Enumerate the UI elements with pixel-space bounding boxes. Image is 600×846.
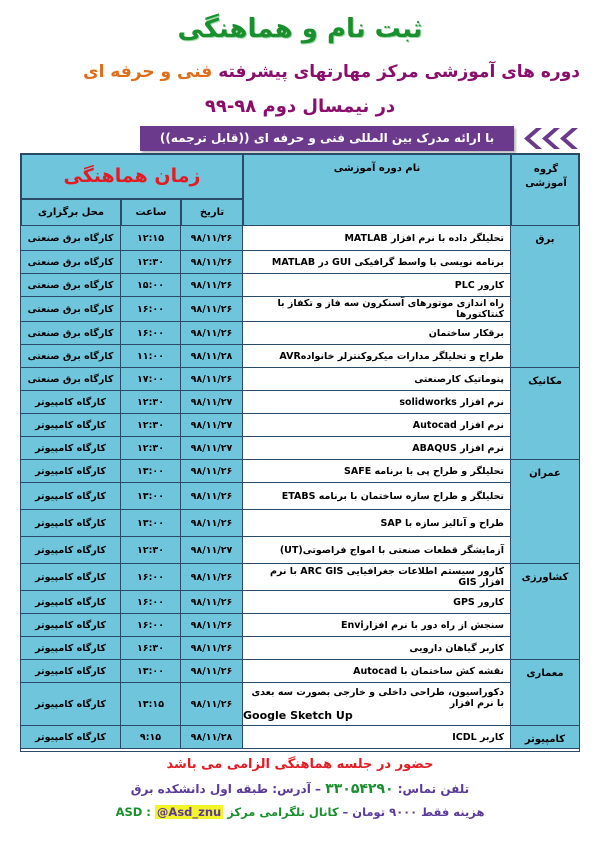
time-cell-text: ۱۳:۰۰ — [137, 517, 164, 529]
date-cell — [181, 226, 243, 251]
date-cell — [181, 368, 243, 391]
place-cell-text: کارگاه برق صنعتی — [27, 232, 114, 244]
course-name: طراح و تحلیلگر مدارات میکروکنترلر خانوادهAVR — [279, 350, 504, 362]
date-cell — [181, 274, 243, 297]
date-cell — [181, 683, 243, 726]
date-cell — [181, 483, 243, 510]
date-cell — [181, 437, 243, 460]
table-row — [21, 274, 579, 297]
place-cell — [21, 414, 121, 437]
place-cell — [21, 226, 121, 251]
place-cell — [21, 345, 121, 368]
date-cell — [181, 564, 243, 591]
date-cell — [181, 391, 243, 414]
group-cell — [511, 660, 579, 726]
date-cell — [181, 660, 243, 683]
time-cell-text: ۱۳:۰۰ — [137, 465, 164, 477]
course-name: کارور GPS — [453, 596, 504, 608]
place-cell — [21, 564, 121, 591]
course-name: تحلیلگر و طراح سازه ساختمان با برنامه ETABS — [281, 490, 504, 502]
time-cell-text: ۱۳:۰۰ — [137, 665, 164, 677]
course-cell — [243, 460, 511, 483]
place-cell-text: کارگاه برق صنعتی — [27, 303, 114, 315]
place-cell — [21, 297, 121, 322]
course-cell — [243, 226, 511, 251]
course-name: برنامه نویسی با واسط گرافیکی GUI در MATLAB — [271, 256, 504, 268]
telegram-channel-label: کانال تلگرامی مرکز ASD : — [115, 805, 339, 819]
fee-text: هزینه فقط ۹۰۰۰ تومان – — [342, 805, 485, 819]
place-cell — [21, 591, 121, 614]
course-name: کاربر گیاهان دارویی — [409, 642, 504, 654]
course-cell — [243, 483, 511, 510]
place-cell — [21, 483, 121, 510]
subtitle-highlight: فنی و حرفه ای — [82, 62, 213, 82]
time-cell — [121, 226, 181, 251]
place-cell — [21, 660, 121, 683]
place-cell — [21, 726, 121, 749]
schedule-title-cell — [21, 154, 243, 199]
time-cell-text: ۱۶:۰۰ — [137, 596, 164, 608]
place-cell — [21, 510, 121, 537]
date-cell — [181, 591, 243, 614]
place-cell — [21, 274, 121, 297]
date-cell-text: ۹۸/۱۱/۲۷ — [190, 419, 233, 431]
date-cell-text: ۹۸/۱۱/۲۶ — [190, 698, 233, 710]
course-cell — [243, 614, 511, 637]
course-cell — [243, 322, 511, 345]
date-cell-text: ۹۸/۱۱/۲۶ — [190, 256, 233, 268]
time-cell — [121, 614, 181, 637]
date-cell-text: ۹۸/۱۱/۲۶ — [190, 571, 233, 583]
time-cell — [121, 322, 181, 345]
course-name: کارور PLC — [454, 279, 504, 291]
course-name: سنجش از راه دور با نرم افزارEnvi — [340, 619, 504, 631]
course-name: راه اندازی موتورهای آسنکرون سه فاز و تکفاز با کنتاکتورها — [277, 298, 504, 320]
date-cell-text: ۹۸/۱۱/۲۷ — [190, 396, 233, 408]
course-name: تحلیلگر و طراح پی با برنامه SAFE — [344, 465, 504, 477]
time-cell — [121, 391, 181, 414]
time-cell-text: ۱۶:۰۰ — [137, 327, 164, 339]
table-row — [21, 660, 579, 683]
course-cell — [243, 683, 511, 726]
time-cell-text: ۱۲:۳۰ — [137, 544, 164, 556]
course-cell — [243, 368, 511, 391]
place-cell — [21, 637, 121, 660]
time-cell-text: ۹:۱۵ — [139, 731, 162, 743]
schedule-table — [20, 153, 580, 752]
course-cell — [243, 437, 511, 460]
date-cell-text: ۹۸/۱۱/۲۶ — [190, 303, 233, 315]
course-cell — [243, 297, 511, 322]
contact-line — [0, 781, 600, 797]
date-cell-text: ۹۸/۱۱/۲۶ — [190, 619, 233, 631]
place-cell — [21, 437, 121, 460]
course-name: کاربر ICDL — [452, 731, 504, 743]
table-row — [21, 297, 579, 322]
attendance-note: حضور در جلسه هماهنگی الزامی می باشد — [166, 757, 434, 772]
place-cell-text: کارگاه کامپیوتر — [35, 419, 106, 431]
course-cell — [243, 660, 511, 683]
table-row — [21, 537, 579, 564]
group-cell — [511, 368, 579, 460]
time-cell-text: ۱۲:۳۰ — [137, 256, 164, 268]
place-cell-text: کارگاه برق صنعتی — [27, 350, 114, 362]
place-cell-text: کارگاه کامپیوتر — [35, 698, 106, 710]
time-cell — [121, 345, 181, 368]
date-cell-text: ۹۸/۱۱/۲۶ — [190, 665, 233, 677]
course-name: برقکار ساختمان — [428, 327, 504, 339]
course-name: کارور سیستم اطلاعات جغرافیایی ARC GIS با نرم افزار GIS — [270, 566, 504, 588]
course-cell — [243, 414, 511, 437]
time-cell — [121, 251, 181, 274]
time-cell — [121, 564, 181, 591]
certificate-banner: با ارائه مدرک بین المللی فنی و حرفه ای ((قابل ترجمه)) — [140, 126, 514, 151]
date-cell — [181, 297, 243, 322]
place-cell — [21, 614, 121, 637]
date-cell-text: ۹۸/۱۱/۲۷ — [190, 442, 233, 454]
course-cell — [243, 391, 511, 414]
place-cell-text: کارگاه برق صنعتی — [27, 256, 114, 268]
course-name: نرم افزار solidworks — [399, 396, 504, 408]
col-course-header — [243, 154, 511, 226]
table-row — [21, 322, 579, 345]
date-cell-text: ۹۸/۱۱/۲۶ — [190, 279, 233, 291]
course-name: تحلیلگر داده با نرم افزار MATLAB — [344, 232, 504, 244]
time-cell-text: ۱۷:۰۰ — [137, 373, 164, 385]
group-cell — [511, 226, 579, 368]
course-cell — [243, 537, 511, 564]
time-cell — [121, 537, 181, 564]
course-cell — [243, 251, 511, 274]
date-cell — [181, 726, 243, 749]
course-name: آزمایشگر قطعات صنعتی با امواج فراصوتی(UT) — [279, 544, 504, 556]
time-cell-text: ۱۵:۰۰ — [137, 279, 164, 291]
course-cell — [243, 591, 511, 614]
time-cell — [121, 460, 181, 483]
time-cell — [121, 637, 181, 660]
date-cell — [181, 614, 243, 637]
col-date-header — [181, 199, 243, 226]
table-row — [21, 683, 579, 726]
table-row — [21, 391, 579, 414]
col-date-label: تاریخ — [199, 207, 225, 218]
date-cell-text: ۹۸/۱۱/۲۶ — [190, 327, 233, 339]
date-cell-text: ۹۸/۱۱/۲۶ — [190, 465, 233, 477]
time-cell — [121, 660, 181, 683]
table-row — [21, 483, 579, 510]
subtitle-main: دوره های آموزشی مرکز مهارتهای پیشرفته — [218, 62, 580, 82]
date-cell — [181, 637, 243, 660]
table-row — [21, 414, 579, 437]
date-cell — [181, 345, 243, 368]
place-cell-text: کارگاه برق صنعتی — [27, 373, 114, 385]
table-row — [21, 510, 579, 537]
time-cell — [121, 683, 181, 726]
place-cell-text: کارگاه کامپیوتر — [35, 465, 106, 477]
table-row — [21, 614, 579, 637]
course-name: نرم افزار Autocad — [412, 419, 504, 431]
place-cell-text: کارگاه کامپیوتر — [35, 619, 106, 631]
group-cell — [511, 726, 579, 749]
time-cell-text: ۱۶:۳۰ — [137, 642, 164, 654]
place-cell — [21, 391, 121, 414]
contact-label: تلفن تماس: — [397, 782, 470, 796]
course-cell — [243, 564, 511, 591]
telegram-handle-link[interactable]: @Asd_znu — [156, 805, 222, 819]
time-cell-text: ۱۲:۳۰ — [137, 442, 164, 454]
semester-line: در نیمسال دوم ۹۸-۹۹ — [204, 96, 396, 117]
place-cell — [21, 322, 121, 345]
course-cell — [243, 274, 511, 297]
place-cell-text: کارگاه کامپیوتر — [35, 396, 106, 408]
course-cell — [243, 345, 511, 368]
date-cell — [181, 537, 243, 564]
date-cell — [181, 414, 243, 437]
place-cell-text: کارگاه کامپیوتر — [35, 490, 106, 502]
col-place-header — [21, 199, 121, 226]
time-cell-text: ۱۲:۱۵ — [137, 232, 164, 244]
time-cell — [121, 483, 181, 510]
page-title: ثبت نام و هماهنگی — [177, 14, 423, 44]
place-cell — [21, 537, 121, 564]
col-group-header — [511, 154, 579, 226]
time-cell-text: ۱۲:۳۰ — [137, 396, 164, 408]
course-name-line2: Google Sketch Up — [243, 708, 353, 722]
time-cell-text: ۱۳:۱۵ — [137, 698, 164, 710]
group-label: کشاورزی — [521, 572, 569, 583]
time-cell — [121, 591, 181, 614]
table-row — [21, 345, 579, 368]
date-cell-text: ۹۸/۱۱/۲۶ — [190, 490, 233, 502]
place-cell-text: کارگاه کامپیوتر — [35, 596, 106, 608]
place-cell-text: کارگاه کامپیوتر — [35, 442, 106, 454]
course-name: طراح و آنالیز سازه با SAP — [380, 517, 504, 529]
place-cell-text: کارگاه کامپیوتر — [35, 517, 106, 529]
table-row — [21, 564, 579, 591]
time-cell-text: ۱۶:۰۰ — [137, 303, 164, 315]
time-cell-text: ۱۱:۰۰ — [137, 350, 164, 362]
course-name: پنوماتیک کارصنعتی — [414, 373, 504, 385]
group-cell — [511, 564, 579, 660]
place-cell — [21, 368, 121, 391]
course-name: نرم افزار ABAQUS — [412, 442, 504, 454]
time-cell-text: ۱۶:۰۰ — [137, 571, 164, 583]
course-cell — [243, 726, 511, 749]
chevron-arrows-icon — [516, 126, 586, 151]
group-label: برق — [535, 234, 555, 245]
place-cell — [21, 683, 121, 726]
place-cell-text: کارگاه برق صنعتی — [27, 279, 114, 291]
date-cell — [181, 251, 243, 274]
fee-line — [0, 805, 600, 819]
date-cell-text: ۹۸/۱۱/۲۷ — [190, 544, 233, 556]
time-cell — [121, 274, 181, 297]
date-cell — [181, 510, 243, 537]
place-cell — [21, 460, 121, 483]
table-row — [21, 437, 579, 460]
group-label: معماری — [526, 668, 564, 679]
course-cell — [243, 637, 511, 660]
place-cell-text: کارگاه کامپیوتر — [35, 731, 106, 743]
table-row — [21, 368, 579, 391]
col-time-label: ساعت — [135, 207, 167, 218]
time-cell — [121, 368, 181, 391]
date-cell — [181, 460, 243, 483]
date-cell-text: ۹۸/۱۱/۲۶ — [190, 642, 233, 654]
table-row — [21, 637, 579, 660]
date-cell-text: ۹۸/۱۱/۲۶ — [190, 232, 233, 244]
time-cell — [121, 510, 181, 537]
place-cell-text: کارگاه کامپیوتر — [35, 571, 106, 583]
course-name: نقشه کش ساختمان با Autocad — [353, 665, 504, 677]
course-cell — [243, 510, 511, 537]
date-cell-text: ۹۸/۱۱/۲۶ — [190, 596, 233, 608]
courses-subtitle — [20, 62, 580, 82]
place-cell-text: کارگاه برق صنعتی — [27, 327, 114, 339]
table-row — [21, 591, 579, 614]
time-cell — [121, 726, 181, 749]
table-row — [21, 226, 579, 251]
group-cell — [511, 460, 579, 564]
schedule-title: زمان هماهنگی — [63, 165, 201, 187]
time-cell — [121, 437, 181, 460]
table-row — [21, 460, 579, 483]
time-cell-text: ۱۲:۳۰ — [137, 419, 164, 431]
group-label: کامپیوتر — [524, 734, 566, 745]
group-label: عمران — [529, 468, 561, 479]
time-cell-text: ۱۶:۰۰ — [137, 619, 164, 631]
date-cell — [181, 322, 243, 345]
place-cell-text: کارگاه کامپیوتر — [35, 665, 106, 677]
date-cell-text: ۹۸/۱۱/۲۶ — [190, 517, 233, 529]
table-row — [21, 251, 579, 274]
place-cell — [21, 251, 121, 274]
time-cell — [121, 297, 181, 322]
place-cell-text: کارگاه کامپیوتر — [35, 544, 106, 556]
col-group-label: گروه آموزشی — [525, 164, 567, 189]
date-cell-text: ۹۸/۱۱/۲۸ — [190, 731, 233, 743]
phone-number: ۳۳۰۵۴۲۹۰ — [325, 781, 394, 797]
address-text: – آدرس: طبقه اول دانشکده برق — [130, 782, 322, 796]
time-cell — [121, 414, 181, 437]
date-cell-text: ۹۸/۱۱/۲۶ — [190, 373, 233, 385]
col-time-header — [121, 199, 181, 226]
course-name: دکوراسیون، طراحی داخلی و خارجی بصورت سه بعدی با نرم افزار — [251, 686, 504, 709]
col-place-label: محل برگزاری — [37, 207, 105, 218]
table-row — [21, 726, 579, 749]
group-label: مکانیک — [528, 376, 562, 387]
date-cell-text: ۹۸/۱۱/۲۸ — [190, 350, 233, 362]
time-cell-text: ۱۳:۰۰ — [137, 490, 164, 502]
place-cell-text: کارگاه کامپیوتر — [35, 642, 106, 654]
col-course-label: نام دوره آموزشی — [333, 163, 421, 174]
